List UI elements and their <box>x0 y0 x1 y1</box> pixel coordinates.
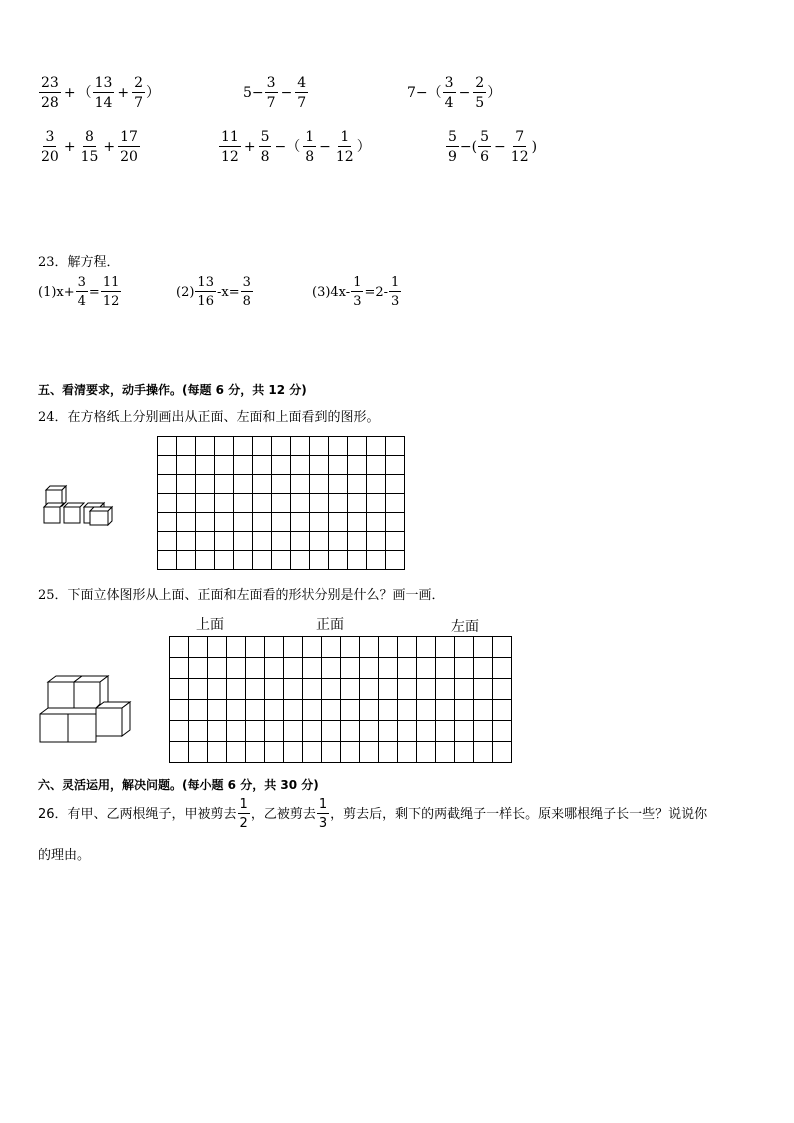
grid-cell[interactable] <box>386 437 405 456</box>
grid-cell[interactable] <box>386 551 405 570</box>
grid-cell[interactable] <box>322 721 341 742</box>
grid-cell[interactable] <box>303 742 322 763</box>
grid-cell[interactable] <box>303 658 322 679</box>
grid-cell[interactable] <box>158 475 177 494</box>
grid-cell[interactable] <box>348 456 367 475</box>
calc-expression-1: $\frac{23}{28}$ + （ $\frac{13}{14}$ + $\frac{2}{7}$ ） <box>41 75 161 111</box>
grid-cell[interactable] <box>436 721 455 742</box>
grid-cell[interactable] <box>196 456 215 475</box>
grid-cell[interactable] <box>417 679 436 700</box>
graph-paper-grid-25[interactable] <box>169 636 512 763</box>
grid-cell[interactable] <box>303 637 322 658</box>
grid-row <box>170 679 512 700</box>
grid-cell[interactable] <box>455 679 474 700</box>
label-top-view: 上面 <box>196 617 224 633</box>
grid-cell[interactable] <box>170 637 189 658</box>
grid-cell[interactable] <box>170 721 189 742</box>
grid-cell[interactable] <box>436 658 455 679</box>
grid-cell[interactable] <box>341 637 360 658</box>
question-25-text: 25．下面立体图形从上面、正面和左面看的形状分别是什么？画一画． <box>38 588 445 603</box>
grid-cell[interactable] <box>310 532 329 551</box>
grid-cell[interactable] <box>253 532 272 551</box>
grid-cell[interactable] <box>322 658 341 679</box>
grid-cell[interactable] <box>291 532 310 551</box>
grid-cell[interactable] <box>189 742 208 763</box>
grid-cell[interactable] <box>284 742 303 763</box>
grid-cell[interactable] <box>158 551 177 570</box>
grid-cell[interactable] <box>253 494 272 513</box>
grid-cell[interactable] <box>189 721 208 742</box>
grid-cell[interactable] <box>227 721 246 742</box>
grid-cell[interactable] <box>234 513 253 532</box>
grid-cell[interactable] <box>303 700 322 721</box>
grid-cell[interactable] <box>284 637 303 658</box>
grid-cell[interactable] <box>493 721 512 742</box>
grid-cell[interactable] <box>291 456 310 475</box>
section-6-heading: 六、灵活运用，解决问题。(每小题 6 分，共 30 分) <box>38 778 319 792</box>
label-left-view: 左面 <box>451 619 479 635</box>
grid-cell[interactable] <box>291 494 310 513</box>
grid-cell[interactable] <box>386 513 405 532</box>
grid-cell[interactable] <box>310 456 329 475</box>
grid-cell[interactable] <box>215 437 234 456</box>
grid-cell[interactable] <box>177 551 196 570</box>
grid-cell[interactable] <box>208 658 227 679</box>
grid-cell[interactable] <box>177 532 196 551</box>
grid-cell[interactable] <box>196 437 215 456</box>
question-26-line-1: 26．有甲、乙两根绳子，甲被剪去 $\frac{1}{2}$ ，乙被剪去 $\frac{1}{3}$ ，剪去后，剩下的两截绳子一样长。原来哪根绳子长一些？说说你 <box>38 797 708 831</box>
grid-cell[interactable] <box>348 437 367 456</box>
grid-cell[interactable] <box>398 721 417 742</box>
grid-cell[interactable] <box>417 700 436 721</box>
grid-cell[interactable] <box>253 513 272 532</box>
grid-cell[interactable] <box>246 721 265 742</box>
grid-cell[interactable] <box>291 513 310 532</box>
grid-cell[interactable] <box>272 475 291 494</box>
grid-cell[interactable] <box>379 637 398 658</box>
grid-cell[interactable] <box>177 456 196 475</box>
grid-cell[interactable] <box>310 494 329 513</box>
grid-row <box>158 437 405 456</box>
grid-cell[interactable] <box>367 513 386 532</box>
grid-cell[interactable] <box>265 700 284 721</box>
question-26-line-2: 的理由。 <box>38 848 91 863</box>
grid-row <box>170 658 512 679</box>
grid-cell[interactable] <box>329 551 348 570</box>
grid-cell[interactable] <box>379 679 398 700</box>
grid-cell[interactable] <box>265 679 284 700</box>
grid-cell[interactable] <box>398 658 417 679</box>
grid-cell[interactable] <box>417 637 436 658</box>
grid-row <box>158 475 405 494</box>
calc-expression-5: $\frac{11}{12}$ + $\frac{5}{8}$ −（ $\frac{1}{8}$ − $\frac{1}{12}$ ） <box>221 129 371 165</box>
grid-cell[interactable] <box>291 551 310 570</box>
grid-cell[interactable] <box>348 494 367 513</box>
grid-cell[interactable] <box>310 551 329 570</box>
grid-cell[interactable] <box>189 637 208 658</box>
grid-cell[interactable] <box>329 437 348 456</box>
question-24-text: 24．在方格纸上分别画出从正面、左面和上面看到的图形。 <box>38 410 380 425</box>
grid-cell[interactable] <box>253 551 272 570</box>
grid-cell[interactable] <box>284 700 303 721</box>
calc-expression-2: 5− $\frac{3}{7}$ − $\frac{4}{7}$ <box>243 75 307 111</box>
grid-cell[interactable] <box>196 532 215 551</box>
grid-cell[interactable] <box>341 742 360 763</box>
grid-cell[interactable] <box>246 679 265 700</box>
equation-1: (1)x+ $\frac{3}{4}$ = $\frac{11}{12}$ <box>38 275 120 309</box>
grid-cell[interactable] <box>455 658 474 679</box>
grid-cell[interactable] <box>272 551 291 570</box>
grid-cell[interactable] <box>398 679 417 700</box>
grid-cell[interactable] <box>170 679 189 700</box>
grid-cell[interactable] <box>265 658 284 679</box>
grid-cell[interactable] <box>455 721 474 742</box>
grid-cell[interactable] <box>436 637 455 658</box>
grid-row <box>158 551 405 570</box>
grid-cell[interactable] <box>208 637 227 658</box>
grid-cell[interactable] <box>493 637 512 658</box>
grid-row <box>158 532 405 551</box>
equation-3: (3)4x- $\frac{1}{3}$ =2- $\frac{1}{3}$ <box>312 275 400 309</box>
grid-cell[interactable] <box>170 658 189 679</box>
grid-cell[interactable] <box>227 700 246 721</box>
grid-cell[interactable] <box>208 700 227 721</box>
grid-cell[interactable] <box>234 475 253 494</box>
grid-cell[interactable] <box>246 700 265 721</box>
grid-cell[interactable] <box>234 532 253 551</box>
grid-cell[interactable] <box>208 721 227 742</box>
grid-cell[interactable] <box>367 551 386 570</box>
grid-cell[interactable] <box>310 437 329 456</box>
grid-cell[interactable] <box>367 532 386 551</box>
grid-cell[interactable] <box>303 721 322 742</box>
grid-cell[interactable] <box>329 456 348 475</box>
grid-cell[interactable] <box>398 700 417 721</box>
grid-cell[interactable] <box>360 742 379 763</box>
grid-cell[interactable] <box>196 475 215 494</box>
grid-cell[interactable] <box>265 637 284 658</box>
section-5-heading: 五、看清要求，动手操作。(每题 6 分，共 12 分) <box>38 383 307 397</box>
grid-cell[interactable] <box>189 658 208 679</box>
grid-cell[interactable] <box>493 658 512 679</box>
grid-cell[interactable] <box>234 437 253 456</box>
grid-cell[interactable] <box>246 742 265 763</box>
grid-cell[interactable] <box>341 679 360 700</box>
grid-cell[interactable] <box>196 494 215 513</box>
grid-cell[interactable] <box>272 456 291 475</box>
grid-cell[interactable] <box>322 679 341 700</box>
grid-cell[interactable] <box>348 532 367 551</box>
grid-cell[interactable] <box>170 700 189 721</box>
grid-cell[interactable] <box>215 494 234 513</box>
grid-cell[interactable] <box>158 437 177 456</box>
grid-cell[interactable] <box>493 679 512 700</box>
grid-cell[interactable] <box>417 658 436 679</box>
grid-cell[interactable] <box>417 721 436 742</box>
grid-cell[interactable] <box>272 437 291 456</box>
grid-cell[interactable] <box>177 437 196 456</box>
grid-cell[interactable] <box>348 513 367 532</box>
grid-cell[interactable] <box>322 742 341 763</box>
grid-cell[interactable] <box>455 637 474 658</box>
grid-row <box>170 721 512 742</box>
grid-cell[interactable] <box>253 475 272 494</box>
calc-expression-4: $\frac{3}{20}$ + $\frac{8}{15}$ + $\frac{17}{20}$ <box>41 129 138 165</box>
grid-cell[interactable] <box>360 658 379 679</box>
grid-cell[interactable] <box>360 637 379 658</box>
grid-cell[interactable] <box>310 475 329 494</box>
grid-cell[interactable] <box>436 700 455 721</box>
grid-cell[interactable] <box>265 742 284 763</box>
grid-cell[interactable] <box>215 475 234 494</box>
grid-cell[interactable] <box>379 700 398 721</box>
grid-cell[interactable] <box>227 637 246 658</box>
grid-cell[interactable] <box>234 456 253 475</box>
grid-cell[interactable] <box>272 494 291 513</box>
grid-row <box>158 456 405 475</box>
grid-cell[interactable] <box>367 475 386 494</box>
grid-row <box>170 700 512 721</box>
grid-cell[interactable] <box>379 658 398 679</box>
grid-cell[interactable] <box>367 494 386 513</box>
grid-cell[interactable] <box>215 513 234 532</box>
grid-cell[interactable] <box>322 637 341 658</box>
grid-cell[interactable] <box>215 532 234 551</box>
grid-cell[interactable] <box>158 532 177 551</box>
grid-cell[interactable] <box>265 721 284 742</box>
grid-row <box>158 494 405 513</box>
grid-cell[interactable] <box>158 494 177 513</box>
grid-cell[interactable] <box>360 721 379 742</box>
equation-2: (2) $\frac{13}{16}$ -x= $\frac{3}{8}$ <box>176 275 251 309</box>
grid-cell[interactable] <box>227 742 246 763</box>
grid-cell[interactable] <box>329 494 348 513</box>
grid-cell[interactable] <box>303 679 322 700</box>
grid-cell[interactable] <box>208 679 227 700</box>
grid-cell[interactable] <box>379 721 398 742</box>
grid-cell[interactable] <box>170 742 189 763</box>
grid-cell[interactable] <box>379 742 398 763</box>
grid-cell[interactable] <box>246 658 265 679</box>
grid-cell[interactable] <box>329 513 348 532</box>
grid-cell[interactable] <box>246 637 265 658</box>
grid-cell[interactable] <box>310 513 329 532</box>
grid-row <box>170 742 512 763</box>
grid-cell[interactable] <box>493 742 512 763</box>
grid-cell[interactable] <box>474 742 493 763</box>
cube-figure-25 <box>38 672 134 744</box>
label-front-view: 正面 <box>316 617 344 633</box>
grid-cell[interactable] <box>189 700 208 721</box>
cube-figure-24 <box>40 484 120 526</box>
grid-cell[interactable] <box>474 679 493 700</box>
grid-cell[interactable] <box>234 494 253 513</box>
grid-cell[interactable] <box>398 637 417 658</box>
grid-cell[interactable] <box>455 700 474 721</box>
calc-expression-3: 7−（ $\frac{3}{4}$ − $\frac{2}{5}$ ） <box>407 75 502 111</box>
grid-cell[interactable] <box>367 456 386 475</box>
grid-cell[interactable] <box>272 532 291 551</box>
grid-cell[interactable] <box>253 456 272 475</box>
grid-cell[interactable] <box>322 700 341 721</box>
grid-cell[interactable] <box>386 494 405 513</box>
grid-cell[interactable] <box>436 679 455 700</box>
grid-cell[interactable] <box>284 679 303 700</box>
grid-cell[interactable] <box>284 721 303 742</box>
grid-cell[interactable] <box>272 513 291 532</box>
grid-cell[interactable] <box>227 658 246 679</box>
grid-cell[interactable] <box>367 437 386 456</box>
grid-cell[interactable] <box>234 551 253 570</box>
grid-cell[interactable] <box>455 742 474 763</box>
grid-cell[interactable] <box>196 551 215 570</box>
grid-cell[interactable] <box>360 700 379 721</box>
grid-cell[interactable] <box>329 532 348 551</box>
grid-row <box>170 637 512 658</box>
grid-cell[interactable] <box>215 551 234 570</box>
grid-cell[interactable] <box>398 742 417 763</box>
grid-cell[interactable] <box>474 658 493 679</box>
grid-cell[interactable] <box>189 679 208 700</box>
grid-cell[interactable] <box>158 513 177 532</box>
grid-cell[interactable] <box>341 721 360 742</box>
grid-cell[interactable] <box>291 475 310 494</box>
question-23-title: 23．解方程． <box>38 255 120 270</box>
grid-cell[interactable] <box>177 475 196 494</box>
calc-expression-6: $\frac{5}{9}$ −( $\frac{5}{6}$ − $\frac{7}{12}$ ) <box>448 129 538 165</box>
grid-cell[interactable] <box>360 679 379 700</box>
grid-cell[interactable] <box>348 475 367 494</box>
grid-cell[interactable] <box>291 437 310 456</box>
grid-cell[interactable] <box>474 721 493 742</box>
grid-cell[interactable] <box>227 679 246 700</box>
grid-cell[interactable] <box>474 637 493 658</box>
grid-cell[interactable] <box>284 658 303 679</box>
grid-cell[interactable] <box>493 700 512 721</box>
grid-row <box>158 513 405 532</box>
grid-cell[interactable] <box>386 456 405 475</box>
grid-cell[interactable] <box>341 700 360 721</box>
grid-cell[interactable] <box>196 513 215 532</box>
grid-cell[interactable] <box>208 742 227 763</box>
grid-cell[interactable] <box>177 494 196 513</box>
grid-cell[interactable] <box>386 532 405 551</box>
graph-paper-grid-24[interactable] <box>157 436 405 570</box>
grid-cell[interactable] <box>417 742 436 763</box>
grid-cell[interactable] <box>348 551 367 570</box>
grid-cell[interactable] <box>436 742 455 763</box>
grid-cell[interactable] <box>177 513 196 532</box>
grid-cell[interactable] <box>341 658 360 679</box>
grid-cell[interactable] <box>386 475 405 494</box>
grid-cell[interactable] <box>158 456 177 475</box>
grid-cell[interactable] <box>253 437 272 456</box>
grid-cell[interactable] <box>329 475 348 494</box>
grid-cell[interactable] <box>215 456 234 475</box>
grid-cell[interactable] <box>474 700 493 721</box>
